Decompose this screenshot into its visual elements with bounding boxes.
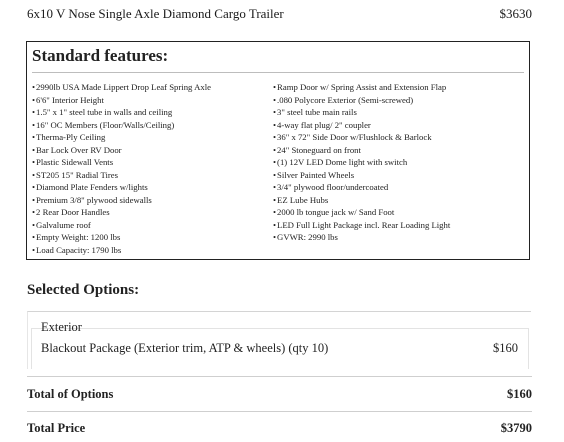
feature-item: • 3/4" plywood floor/undercoated <box>273 181 525 194</box>
feature-item: • 2000 lb tongue jack w/ Sand Foot <box>273 206 525 219</box>
standard-features-heading: Standard features: <box>32 46 169 65</box>
feature-item: • 2990lb USA Made Lippert Drop Leaf Spring Axle <box>32 81 272 94</box>
total-price-label: Total Price <box>27 421 86 435</box>
total-options-value: $160 <box>507 387 532 401</box>
feature-item: • Plastic Sidewall Vents <box>32 156 272 169</box>
feature-item: • Galvalume roof <box>32 219 272 232</box>
feature-item: • 4-way flat plug/ 2" coupler <box>273 119 525 132</box>
option-item-price: $160 <box>493 341 518 355</box>
option-group-label: Exterior <box>41 320 82 334</box>
option-group-card <box>27 311 531 369</box>
total-price-row <box>27 421 532 436</box>
feature-item: • Therma-Ply Ceiling <box>32 131 272 144</box>
feature-item: • .080 Polycore Exterior (Semi-screwed) <box>273 94 525 107</box>
feature-item: • 24" Stoneguard on front <box>273 144 525 157</box>
feature-item: • GVWR: 2990 lbs <box>273 231 525 244</box>
feature-item: • 3" steel tube main rails <box>273 106 525 119</box>
features-divider <box>32 72 524 73</box>
totals-divider <box>27 411 532 412</box>
feature-item: • 36" x 72" Side Door w/Flushlock & Barlock <box>273 131 525 144</box>
selected-options-heading: Selected Options: <box>27 282 140 298</box>
feature-item: • Bar Lock Over RV Door <box>32 144 272 157</box>
feature-item: • Load Capacity: 1790 lbs <box>32 244 272 257</box>
features-right-list <box>273 81 525 244</box>
totals-divider <box>27 376 532 377</box>
feature-item: • Silver Painted Wheels <box>273 169 525 182</box>
feature-item: • Empty Weight: 1200 lbs <box>32 231 272 244</box>
total-options-row <box>27 387 532 402</box>
product-title-row <box>27 6 532 26</box>
feature-item: • ST205 15" Radial Tires <box>32 169 272 182</box>
total-options-label: Total of Options <box>27 387 114 401</box>
feature-item: • Ramp Door w/ Spring Assist and Extension Flap <box>273 81 525 94</box>
feature-item: • LED Full Light Package incl. Rear Loading Light <box>273 219 525 232</box>
feature-item: • EZ Lube Hubs <box>273 194 525 207</box>
standard-features-box <box>26 41 530 260</box>
feature-item: • (1) 12V LED Dome light with switch <box>273 156 525 169</box>
features-left-list <box>32 81 272 256</box>
feature-item: • 16" OC Members (Floor/Walls/Ceiling) <box>32 119 272 132</box>
feature-item: • 1.5" x 1" steel tube in walls and ceiling <box>32 106 272 119</box>
base-price: $3630 <box>499 6 532 21</box>
feature-item: • Premium 3/8" plywood sidewalls <box>32 194 272 207</box>
feature-item: • 2 Rear Door Handles <box>32 206 272 219</box>
feature-item: • 6'6" Interior Height <box>32 94 272 107</box>
option-item-label: Blackout Package (Exterior trim, ATP & wheels) (qty 10) <box>41 341 329 355</box>
feature-item: • Diamond Plate Fenders w/lights <box>32 181 272 194</box>
total-price-value: $3790 <box>500 421 532 435</box>
product-name: 6x10 V Nose Single Axle Diamond Cargo Trailer <box>27 6 284 21</box>
